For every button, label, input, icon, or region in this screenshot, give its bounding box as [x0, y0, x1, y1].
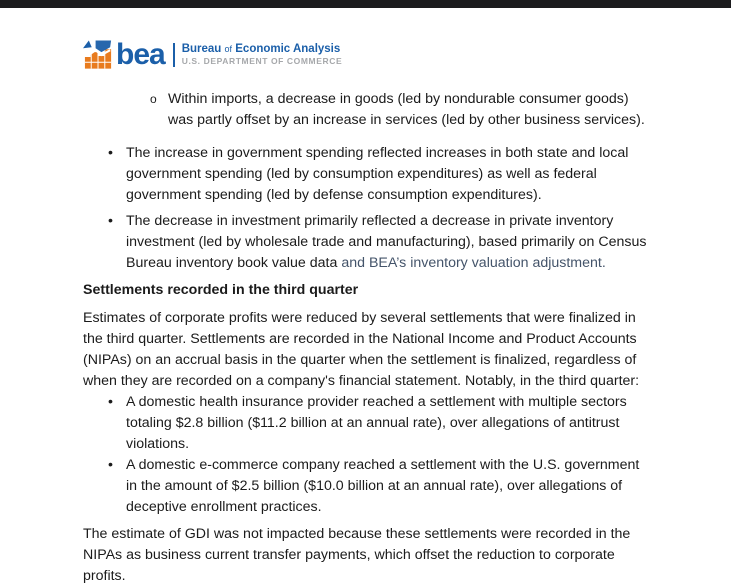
logo-org-name: Bureau of Economic Analysis	[181, 43, 341, 55]
sub-bullet-imports	[83, 89, 648, 131]
logo-department-name: U.S. DEPARTMENT OF COMMERCE	[181, 56, 343, 66]
bea-wordmark: bea	[116, 38, 165, 71]
circle-bullet-marker: o	[150, 92, 157, 106]
bullet-investment	[83, 211, 648, 274]
paragraph-settlements-intro: Estimates of corporate profits were reduced by several settlements that were finalized in the third quarter. Settlements are recorded in the National Income and Product Accounts (NIPAs) on an accrual basis in the quarter when the settlement is finalized, regardless of when they are recorded on a company's financial statement. Notably, in the third quarter:	[83, 310, 640, 389]
logo-text-block	[182, 43, 343, 67]
bullet-health-insurance-settlement-text: A domestic health insurance provider reached a settlement with multiple sectors totaling $2.8 billion ($11.2 billion at an annual rate), over allegations of antitrust violations.	[126, 394, 627, 452]
bullet-government-spending-text: The increase in government spending reflected increases in both state and local government spending (led by consumption expenditures) as well as federal government spending (led by defense consumption expenditures).	[126, 145, 629, 203]
dot-bullet-marker: •	[108, 457, 113, 473]
document-body	[83, 89, 648, 587]
bullet-investment-text: The decrease in investment primarily reflected a decrease in private inventory investment (led by wholesale trade and manufacturing), based primarily on Census Bureau inventory book value data and BEA’s inventory valuation adjustment.	[126, 213, 647, 271]
bea-logo	[83, 38, 731, 72]
paragraph-gdi-impact: The estimate of GDI was not impacted because these settlements were recorded in the NIPAs as business current transfer payments, which offset the reduction to corporate profits.	[83, 526, 631, 584]
inventory-valuation-accent-text: and BEA’s inventory valuation adjustment.	[341, 255, 606, 271]
bullet-ecommerce-settlement-text: A domestic e-commerce company reached a settlement with the U.S. government in the amount of $2.5 billion ($10.0 billion at an annual rate), over allegations of deceptive enrollment practices.	[126, 457, 640, 515]
bullet-government-spending	[83, 143, 648, 206]
bullet-health-insurance-settlement	[83, 392, 648, 455]
sub-bullet-imports-text: Within imports, a decrease in goods (led by nondurable consumer goods) was partly offset by an increase in services (led by other business services).	[168, 91, 645, 128]
bullet-ecommerce-settlement	[83, 455, 648, 518]
section-heading: Settlements recorded in the third quarter	[83, 282, 359, 298]
page-top-border	[0, 0, 731, 8]
logo-divider	[173, 43, 175, 67]
dot-bullet-marker: •	[108, 213, 113, 229]
dot-bullet-marker: •	[108, 394, 113, 410]
bea-chart-arrow-icon	[83, 40, 114, 70]
dot-bullet-marker: •	[108, 145, 113, 161]
